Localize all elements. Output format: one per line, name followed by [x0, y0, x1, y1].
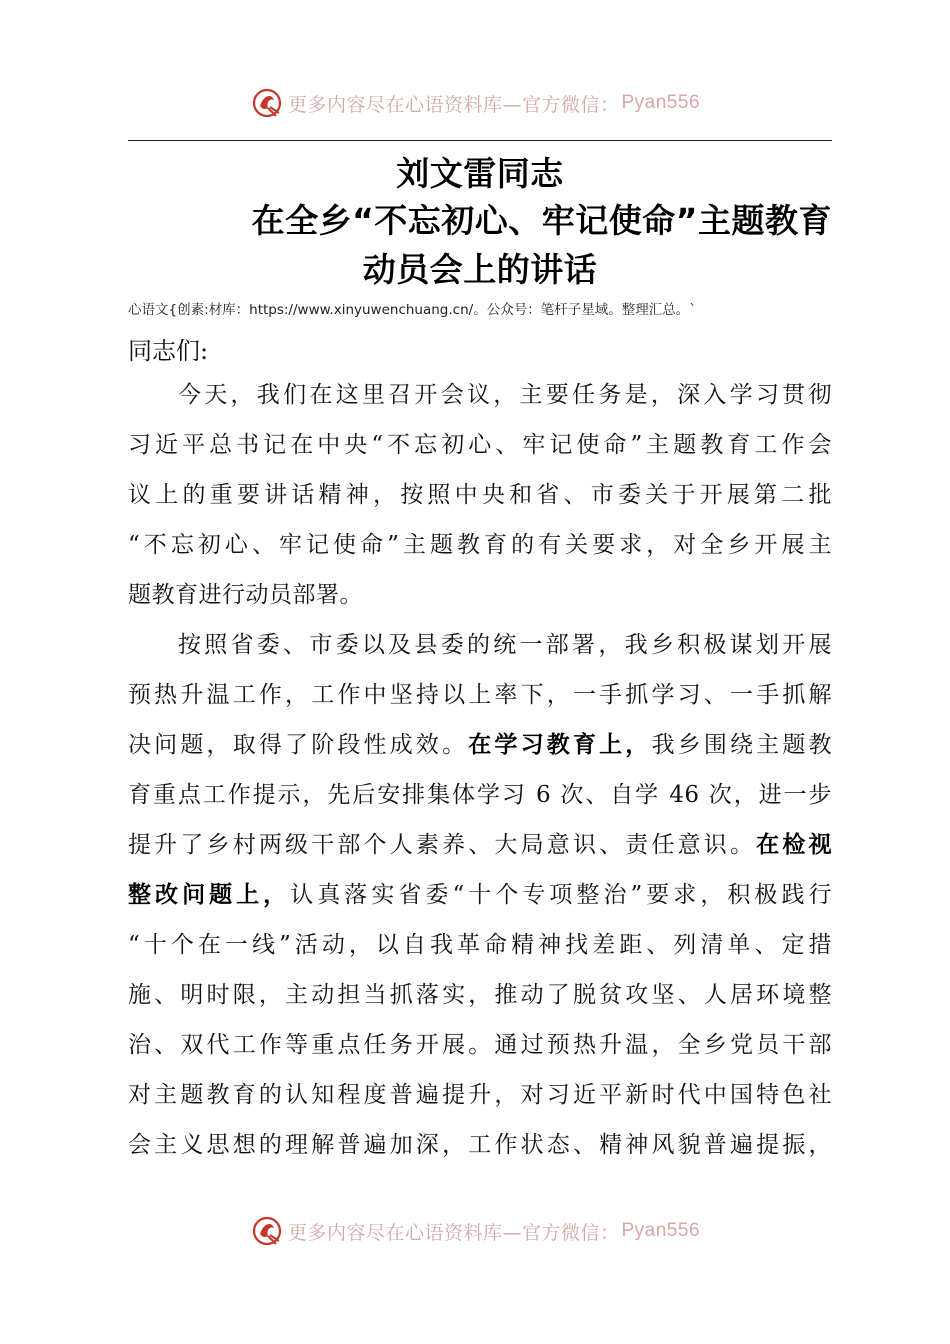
paragraph-line: “十个在一线”活动，以自我革命精神找差距、列清单、定措 [128, 932, 832, 958]
text-run: 提升了乡村两级干部个人素养、大局意识、责任意识。 [128, 832, 757, 858]
bold-heading: 在检视 [756, 831, 833, 858]
ribbon-logo-icon [250, 86, 284, 120]
source-note: 心语文{创素:材库：https://www.xinyuwenchuang.cn/。公众号：笔杆子星域。整理汇总。` [128, 302, 696, 318]
paragraph-line: 今天，我们在这里召开会议，主要任务是，深入学习贯彻 [178, 382, 832, 408]
paragraph-line: 对主题教育的认知程度普遍提升，对习近平新时代中国特色社 [128, 1082, 832, 1108]
text-run: 我乡围绕主题教 [651, 732, 833, 758]
text-run: 认真落实省委“十个专项整治”要求，积极践行 [290, 882, 832, 908]
paragraph-line: 育重点工作提示，先后安排集体学习 6 次、自学 46 次，进一步 [128, 782, 832, 808]
paragraph-line [128, 820, 832, 870]
ribbon-logo-icon [250, 1214, 284, 1248]
watermark-text: 更多内容尽在心语资料库—官方微信： [287, 93, 620, 116]
paragraph-line [128, 720, 832, 770]
bottom-watermark-banner [0, 1211, 950, 1251]
paragraph-line: 治、双代工作等重点任务开展。通过预热升温，全乡党员干部 [128, 1032, 832, 1058]
paragraph-line: 议上的重要讲话精神，按照中央和省、市委关于开展第二批 [128, 482, 832, 508]
title-line-3: 动员会上的讲话 [362, 250, 598, 289]
title-line-2: 在全乡“不忘初心、牢记使命”主题教育 [251, 201, 832, 240]
paragraph-line: 施、明时限，主动担当抓落实，推动了脱贫攻坚、人居环境整 [128, 982, 832, 1008]
paragraph-line: 习近平总书记在中央“不忘初心、牢记使命”主题教育工作会 [128, 432, 832, 458]
paragraph-line [128, 870, 832, 920]
bold-heading: 在学习教育上， [468, 731, 652, 758]
paragraph-line: 预热升温工作，工作中坚持以上率下，一手抓学习、一手抓解 [128, 682, 832, 708]
paragraph-line: 会主义思想的理解普遍加深，工作状态、精神风貌普遍提振， [128, 1132, 832, 1158]
watermark-wechat-id: Pyan556 [621, 1220, 701, 1241]
paragraph-2 [128, 620, 832, 1170]
watermark-wechat-id: Pyan556 [621, 92, 701, 113]
watermark-text: 更多内容尽在心语资料库—官方微信： [287, 1221, 620, 1244]
header-divider [128, 140, 832, 141]
paragraph-1 [128, 370, 832, 620]
paragraph-line: 按照省委、市委以及县委的统一部署，我乡积极谋划开展 [178, 632, 832, 658]
bold-heading: 整改问题上， [128, 881, 291, 908]
text-run: 决问题，取得了阶段性成效。 [128, 732, 469, 758]
paragraph-line: “不忘初心、牢记使命”主题教育的有关要求，对全乡开展主 [128, 532, 832, 558]
paragraph-line: 题教育进行动员部署。 [128, 582, 363, 608]
top-watermark-banner [0, 83, 950, 123]
salutation: 同志们: [128, 337, 209, 365]
title-line-1: 刘文雷同志 [396, 154, 564, 193]
